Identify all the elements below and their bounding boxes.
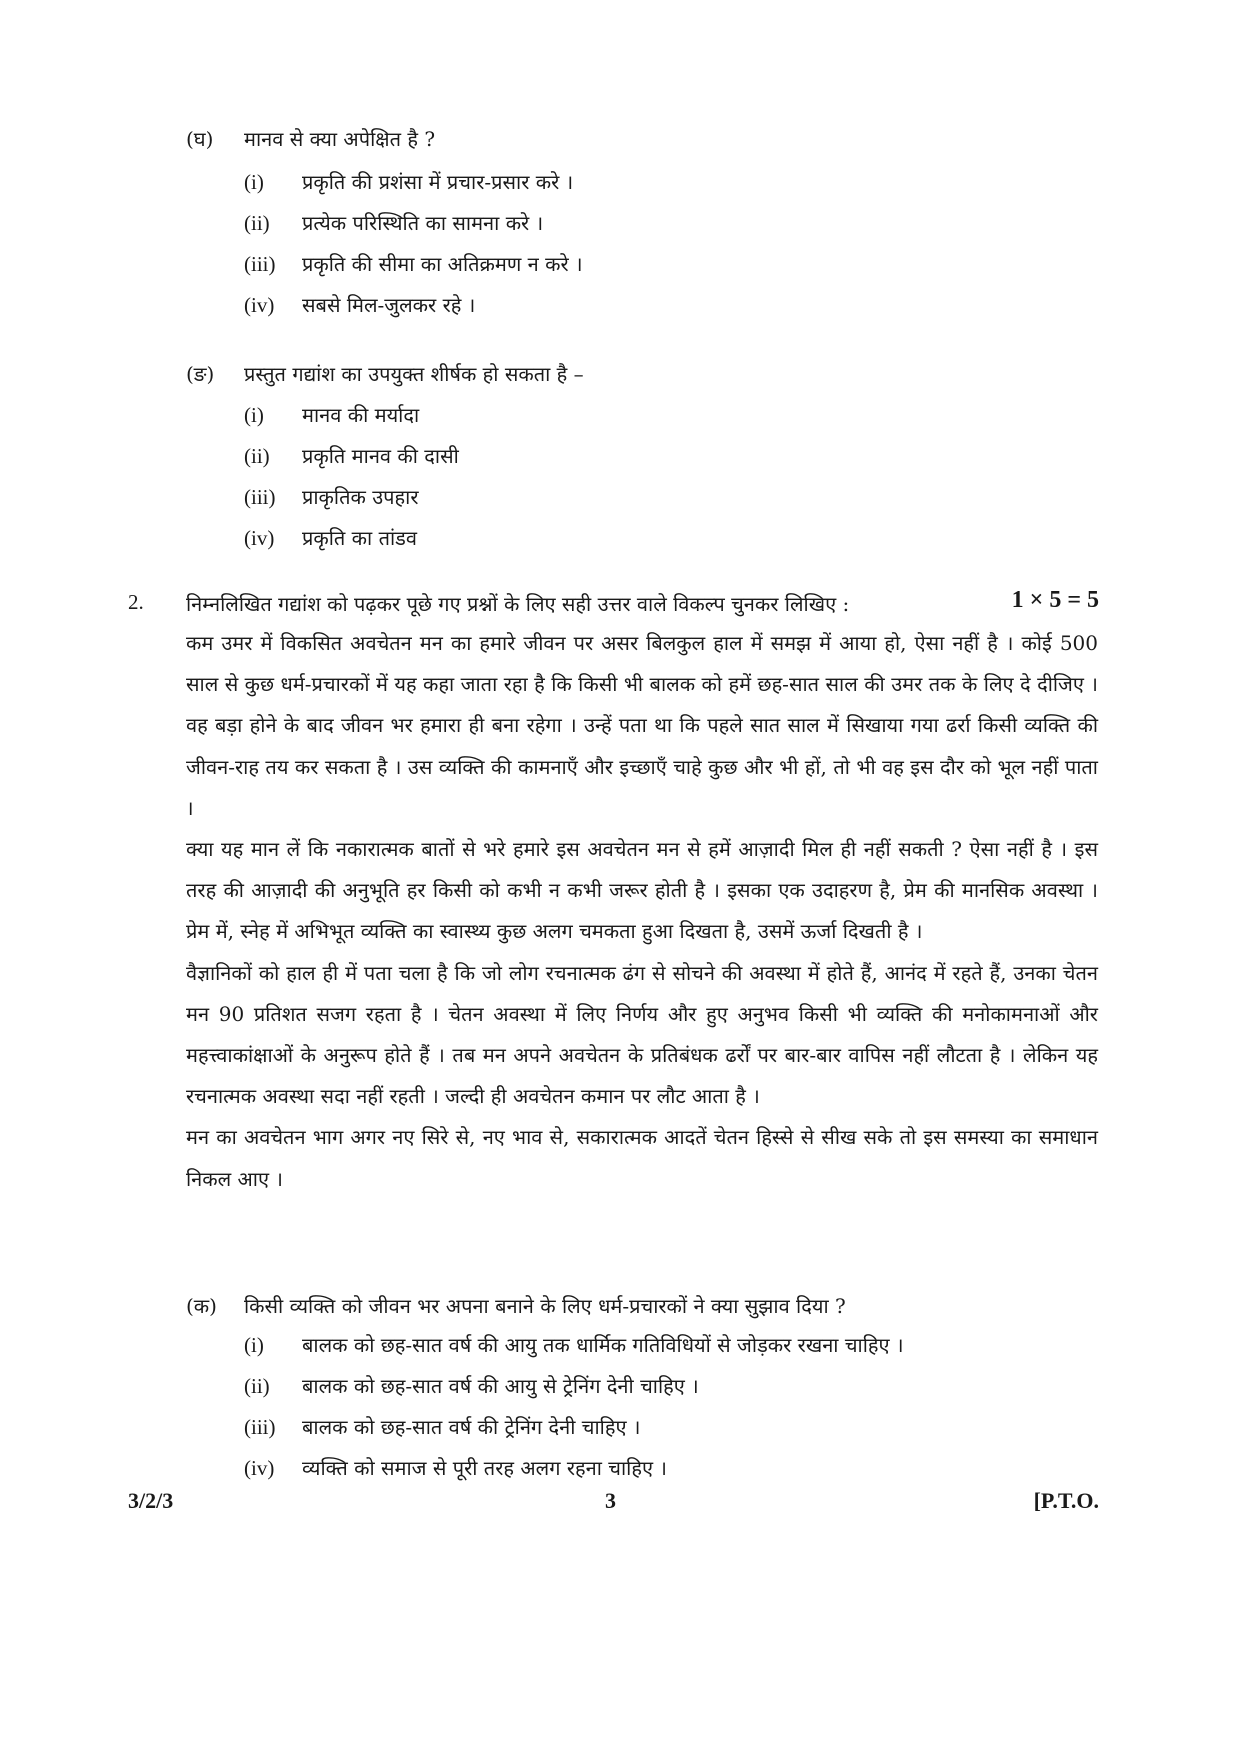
passage-paragraph: मन का अवचेतन भाग अगर नए सिरे से, नए भाव से, सकारात्मक आदतें चेतन हिस्से से सीख सके तो इस समस्या का समाधान निकल आए ।: [186, 1125, 1098, 1191]
option: [244, 394, 584, 435]
option: [244, 1365, 904, 1406]
option-label: (i): [244, 1332, 264, 1357]
question-label: (क): [186, 1294, 217, 1318]
question-gha: [186, 125, 583, 325]
option-text: बालक को छह-सात वर्ष की आयु से ट्रेनिंग देनी चाहिए ।: [302, 1373, 699, 1398]
option: [244, 284, 583, 325]
option: [244, 517, 584, 558]
option: [244, 1406, 904, 1447]
option-text: प्राकृतिक उपहार: [302, 484, 419, 509]
question-number: 2.: [128, 590, 144, 614]
option-text: प्रकृति मानव की दासी: [302, 443, 459, 468]
option-label: (iii): [244, 484, 276, 509]
option-label: (iv): [244, 1455, 275, 1480]
option-text: सबसे मिल-जुलकर रहे ।: [302, 292, 476, 317]
option-label: (iii): [244, 1414, 276, 1439]
question-text: किसी व्यक्ति को जीवन भर अपना बनाने के लिए धर्म-प्रचारकों ने क्या सुझाव दिया ?: [244, 1294, 846, 1318]
option-label: (iii): [244, 251, 276, 276]
question-instruction: निम्नलिखित गद्यांश को पढ़कर पूछे गए प्रश्नों के लिए सही उत्तर वाले विकल्प चुनकर लिखिए :: [186, 592, 850, 616]
option: [244, 243, 583, 284]
option-label: (iv): [244, 525, 275, 550]
option-text: प्रत्येक परिस्थिति का सामना करे ।: [302, 210, 544, 235]
pto-label: [P.T.O.: [1033, 1488, 1099, 1513]
passage: [186, 623, 1098, 1200]
option: [244, 202, 583, 243]
passage-paragraph: कम उमर में विकसित अवचेतन मन का हमारे जीवन पर असर बिलकुल हाल में समझ में आया हो, ऐसा नहीं है । कोई 500 साल से कुछ धर्म-प्रचारकों में यह कहा जाता रहा है कि किसी भी बालक को हमें छह-सात साल की उमर तक के लिए दे दीजिए । वह बड़ा होने के बाद जीवन भर हमारा ही बना रहेगा । उन्हें पता था कि पहले सात साल में सिखाया गया ढर्रा किसी व्यक्ति की जीवन-राह तय कर सकता है । उस व्यक्ति की कामनाएँ और इच्छाएँ चाहे कुछ और भी हों, तो भी वह इस दौर को भूल नहीं पाता ।: [186, 631, 1098, 820]
option-text: मानव की मर्यादा: [302, 402, 420, 427]
option-label: (ii): [244, 1373, 270, 1398]
option-text: बालक को छह-सात वर्ष की आयु तक धार्मिक गतिविधियों से जोड़कर रखना चाहिए ।: [302, 1332, 904, 1357]
question-nga: [186, 360, 584, 558]
option-text: प्रकृति की सीमा का अतिक्रमण न करे ।: [302, 251, 583, 276]
option-label: (ii): [244, 210, 270, 235]
option-text: व्यक्ति को समाज से पूरी तरह अलग रहना चाहिए ।: [302, 1455, 667, 1480]
option-label: (iv): [244, 292, 275, 317]
question-text: मानव से क्या अपेक्षित है ?: [244, 127, 436, 151]
option: [244, 435, 584, 476]
option-label: (i): [244, 169, 264, 194]
option: [244, 1324, 904, 1365]
question-label: (घ): [186, 127, 214, 151]
passage-paragraph: वैज्ञानिकों को हाल ही में पता चला है कि जो लोग रचनात्मक ढंग से सोचने की अवस्था में होते हैं, आनंद में रहते हैं, उनका चेतन मन 90 प्रतिशत सजग रहता है । चेतन अवस्था में लिए निर्णय और हुए अनुभव किसी भी व्यक्ति की मनोकामनाओं और महत्त्वाकांक्षाओं के अनुरूप होते हैं । तब मन अपने अवचेतन के प्रतिबंधक ढर्रों पर बार-बार वापिस नहीं लौटता है । लेकिन यह रचनात्मक अवस्था सदा नहीं रहती । जल्दी ही अवचेतन कमान पर लौट आता है ।: [186, 960, 1098, 1109]
page-number: 3: [605, 1488, 616, 1513]
question-ka: [186, 1292, 904, 1488]
option: [244, 476, 584, 517]
option-text: बालक को छह-सात वर्ष की ट्रेनिंग देनी चाहिए ।: [302, 1414, 641, 1439]
question-text: प्रस्तुत गद्यांश का उपयुक्त शीर्षक हो सकता है –: [244, 362, 584, 386]
option: [244, 1447, 904, 1488]
option-label: (i): [244, 402, 264, 427]
paper-code: 3/2/3: [128, 1488, 174, 1513]
question-label: (ङ): [186, 362, 215, 386]
option: [244, 161, 583, 202]
marks-label: 1 × 5 = 5: [1011, 587, 1099, 613]
passage-paragraph: क्या यह मान लें कि नकारात्मक बातों से भरे हमारे इस अवचेतन मन से हमें आज़ादी मिल ही नहीं सकती ? ऐसा नहीं है । इस तरह की आज़ादी की अनुभूति हर किसी को कभी न कभी जरूर होती है । इसका एक उदाहरण है, प्रेम की मानसिक अवस्था । प्रेम में, स्नेह में अभिभूत व्यक्ति का स्वास्थ्य कुछ अलग चमकता हुआ दिखता है, उसमें ऊर्जा दिखती है ।: [186, 837, 1098, 944]
option-text: प्रकृति की प्रशंसा में प्रचार-प्रसार करे ।: [302, 169, 574, 194]
option-label: (ii): [244, 443, 270, 468]
option-text: प्रकृति का तांडव: [302, 525, 417, 550]
